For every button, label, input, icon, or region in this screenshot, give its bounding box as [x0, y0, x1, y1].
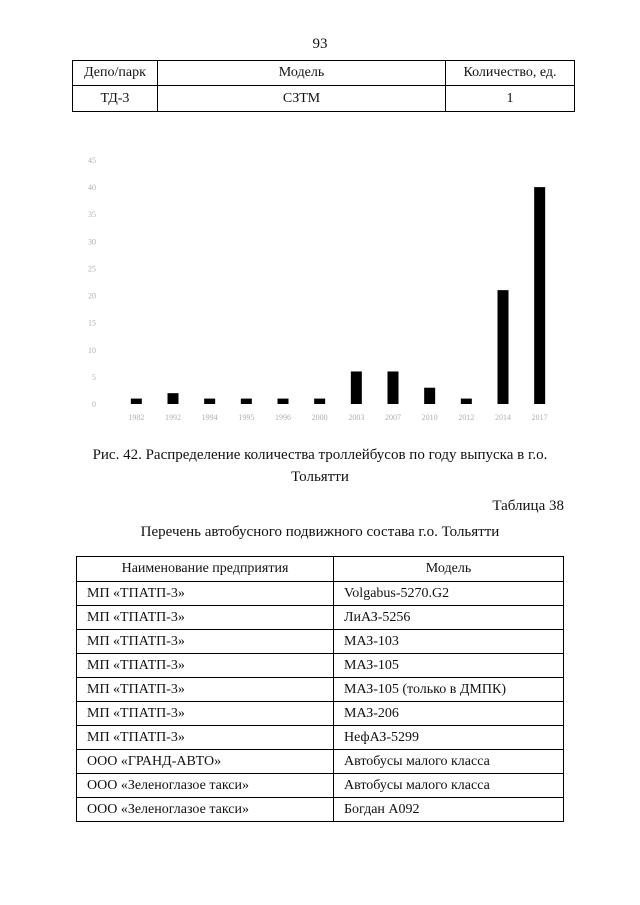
x-tick-label: 1982 [128, 413, 145, 422]
table-row [77, 774, 564, 798]
enterprise-cell: МП «ТПАТП-3» [77, 582, 334, 606]
y-tick-label: 25 [88, 264, 96, 274]
model-cell: Богдан А092 [334, 798, 564, 822]
x-tick-label: 1994 [201, 413, 218, 422]
bar [424, 388, 435, 404]
table-number: Таблица 38 [492, 498, 564, 514]
model-cell: МАЗ-206 [334, 702, 564, 726]
model-cell: МАЗ-103 [334, 630, 564, 654]
table-header-row [73, 61, 575, 86]
model-cell: МАЗ-105 (только в ДМПК) [334, 678, 564, 702]
bar [314, 399, 325, 404]
model-cell: МАЗ-105 [334, 654, 564, 678]
cell-depot: ТД-3 [73, 86, 158, 112]
y-tick-label: 15 [88, 318, 96, 328]
model-cell: Автобусы малого класса [334, 774, 564, 798]
model-cell: НефАЗ-5299 [334, 726, 564, 750]
table-title: Перечень автобусного подвижного состава г.о. Тольятти [140, 524, 500, 540]
bar [131, 399, 142, 404]
enterprise-cell: МП «ТПАТП-3» [77, 726, 334, 750]
model-cell: Автобусы малого класса [334, 750, 564, 774]
x-tick-label: 2014 [495, 413, 511, 422]
x-tick-label: 2010 [421, 413, 438, 422]
model-cell: Volgabus-5270.G2 [334, 582, 564, 606]
header-model: Модель [334, 557, 564, 582]
table-row [77, 678, 564, 702]
figure-caption: Рис. 42. Распределение количества троллейбусов по году выпуска в г.о. Тольятти [92, 447, 548, 485]
table-row [77, 630, 564, 654]
bar [278, 399, 289, 404]
x-tick-label: 2017 [531, 413, 548, 422]
y-tick-label: 20 [88, 291, 96, 301]
y-tick-label: 45 [88, 156, 96, 165]
table-row [77, 726, 564, 750]
bar [241, 399, 252, 404]
header-enterprise: Наименование предприятия [77, 557, 334, 582]
model-cell: ЛиАЗ-5256 [334, 606, 564, 630]
page-number: 93 [312, 36, 328, 52]
table-row [77, 798, 564, 822]
enterprise-cell: ООО «Зеленоглазое такси» [77, 774, 334, 798]
x-tick-label: 1996 [275, 413, 291, 422]
x-tick-label: 1995 [238, 413, 255, 422]
bus-fleet-table [76, 556, 564, 822]
table-header-row [77, 557, 564, 582]
cell-quantity: 1 [446, 86, 575, 112]
table-row [77, 654, 564, 678]
depot-table [72, 60, 575, 112]
x-tick-label: 2012 [458, 413, 475, 422]
y-tick-label: 30 [88, 237, 96, 247]
trolleybus-year-chart [80, 150, 560, 435]
cell-model: СЗТМ [158, 86, 446, 112]
header-quantity: Количество, ед. [446, 61, 575, 86]
x-tick-label: 2003 [348, 413, 365, 422]
enterprise-cell: ООО «ГРАНД-АВТО» [77, 750, 334, 774]
bar [534, 187, 545, 404]
bar [168, 393, 179, 404]
bar [498, 290, 509, 404]
bar [351, 371, 362, 404]
header-depot: Депо/парк [73, 61, 158, 86]
bar [388, 371, 399, 404]
enterprise-cell: МП «ТПАТП-3» [77, 702, 334, 726]
x-tick-label: 2007 [385, 413, 401, 422]
table-row [77, 606, 564, 630]
x-tick-label: 2000 [311, 413, 328, 422]
bar [461, 399, 472, 404]
table-row [73, 86, 575, 112]
enterprise-cell: МП «ТПАТП-3» [77, 630, 334, 654]
table-row [77, 582, 564, 606]
enterprise-cell: МП «ТПАТП-3» [77, 654, 334, 678]
bar [204, 399, 215, 404]
table-row [77, 702, 564, 726]
y-tick-label: 0 [92, 400, 96, 409]
enterprise-cell: МП «ТПАТП-3» [77, 606, 334, 630]
y-tick-label: 10 [88, 345, 96, 355]
enterprise-cell: МП «ТПАТП-3» [77, 678, 334, 702]
table-row [77, 750, 564, 774]
header-model: Модель [158, 61, 446, 86]
y-tick-label: 35 [88, 210, 96, 220]
enterprise-cell: ООО «Зеленоглазое такси» [77, 798, 334, 822]
y-tick-label: 5 [92, 372, 96, 382]
y-tick-label: 40 [88, 183, 96, 193]
x-tick-label: 1992 [165, 413, 181, 422]
